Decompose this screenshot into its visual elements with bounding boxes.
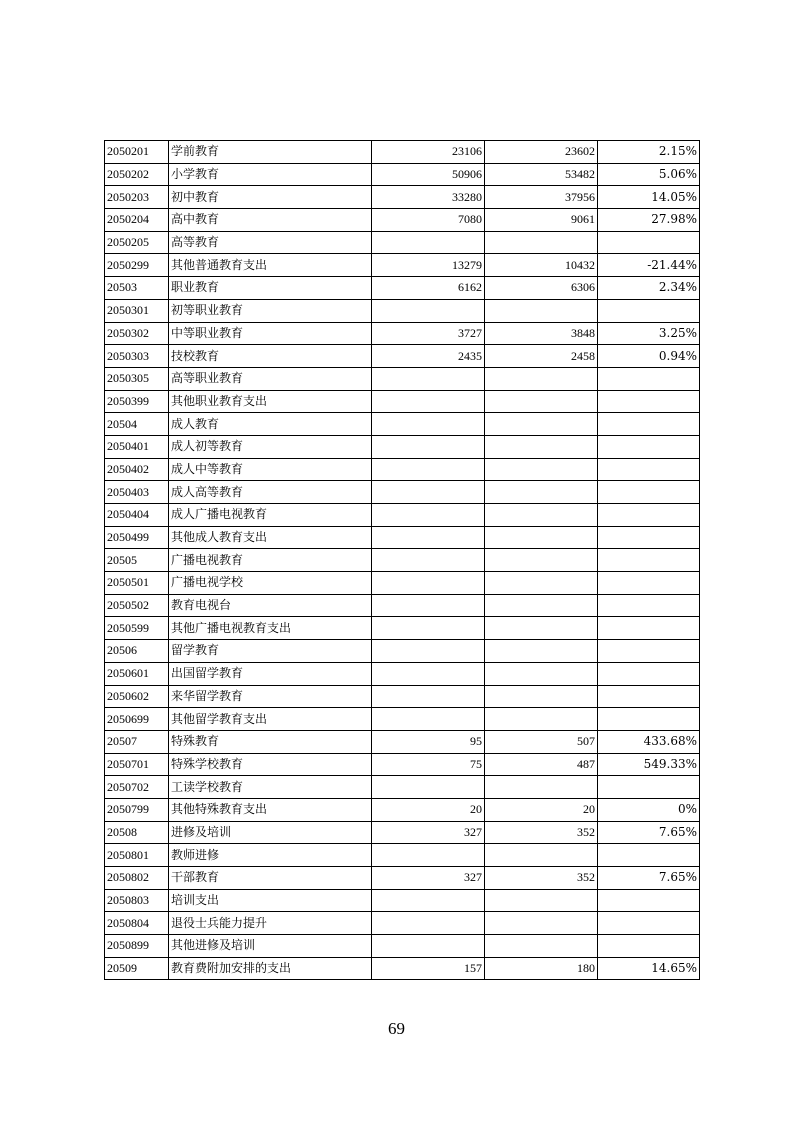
account-name-cell: 出国留学教育: [169, 662, 372, 685]
amount-1-cell: [372, 390, 485, 413]
table-row: [105, 867, 700, 890]
account-code-cell: 2050502: [105, 594, 169, 617]
amount-1-cell: [372, 526, 485, 549]
account-code-cell: 2050602: [105, 685, 169, 708]
account-code-cell: 2050399: [105, 390, 169, 413]
table-row: [105, 685, 700, 708]
amount-1-cell: 3727: [372, 322, 485, 345]
account-name-cell: 小学教育: [169, 163, 372, 186]
amount-1-cell: 327: [372, 867, 485, 890]
table-row: [105, 617, 700, 640]
table-row: [105, 299, 700, 322]
amount-2-cell: [485, 504, 598, 527]
page-number: 69: [388, 1019, 405, 1038]
account-code-cell: 2050801: [105, 844, 169, 867]
amount-1-cell: [372, 367, 485, 390]
account-name-cell: 成人教育: [169, 413, 372, 436]
account-code-cell: 2050802: [105, 867, 169, 890]
table-row: [105, 163, 700, 186]
amount-1-cell: [372, 912, 485, 935]
change-percent-cell: 549.33%: [598, 753, 700, 776]
account-name-cell: 广播电视学校: [169, 572, 372, 595]
change-percent-cell: 14.05%: [598, 186, 700, 209]
account-code-cell: 2050799: [105, 798, 169, 821]
budget-table: [104, 140, 700, 980]
account-code-cell: 2050205: [105, 231, 169, 254]
account-name-cell: 成人初等教育: [169, 435, 372, 458]
account-name-cell: 广播电视教育: [169, 549, 372, 572]
account-code-cell: 2050305: [105, 367, 169, 390]
account-code-cell: 20509: [105, 957, 169, 980]
amount-2-cell: [485, 594, 598, 617]
amount-2-cell: 23602: [485, 141, 598, 164]
change-percent-cell: -21.44%: [598, 254, 700, 277]
amount-2-cell: [485, 435, 598, 458]
account-name-cell: 初中教育: [169, 186, 372, 209]
account-name-cell: 成人中等教育: [169, 458, 372, 481]
amount-2-cell: [485, 935, 598, 958]
table-row: [105, 254, 700, 277]
account-code-cell: 2050899: [105, 935, 169, 958]
account-code-cell: 20507: [105, 730, 169, 753]
amount-1-cell: [372, 685, 485, 708]
amount-2-cell: [485, 413, 598, 436]
account-code-cell: 2050299: [105, 254, 169, 277]
change-percent-cell: [598, 889, 700, 912]
amount-1-cell: 13279: [372, 254, 485, 277]
amount-2-cell: [485, 708, 598, 731]
account-code-cell: 2050803: [105, 889, 169, 912]
amount-2-cell: 53482: [485, 163, 598, 186]
account-name-cell: 退役士兵能力提升: [169, 912, 372, 935]
amount-1-cell: 6162: [372, 277, 485, 300]
amount-1-cell: 2435: [372, 345, 485, 368]
amount-1-cell: [372, 844, 485, 867]
amount-1-cell: 7080: [372, 209, 485, 232]
amount-1-cell: [372, 504, 485, 527]
account-name-cell: 成人高等教育: [169, 481, 372, 504]
account-name-cell: 来华留学教育: [169, 685, 372, 708]
amount-1-cell: [372, 458, 485, 481]
change-percent-cell: [598, 935, 700, 958]
amount-2-cell: [485, 572, 598, 595]
amount-2-cell: 3848: [485, 322, 598, 345]
account-code-cell: 2050404: [105, 504, 169, 527]
amount-1-cell: 95: [372, 730, 485, 753]
account-name-cell: 其他留学教育支出: [169, 708, 372, 731]
table-row: [105, 798, 700, 821]
account-name-cell: 工读学校教育: [169, 776, 372, 799]
amount-1-cell: 75: [372, 753, 485, 776]
amount-2-cell: 20: [485, 798, 598, 821]
amount-2-cell: 352: [485, 867, 598, 890]
amount-1-cell: [372, 889, 485, 912]
table-row: [105, 935, 700, 958]
table-row: [105, 209, 700, 232]
change-percent-cell: [598, 504, 700, 527]
amount-2-cell: [485, 231, 598, 254]
amount-2-cell: 10432: [485, 254, 598, 277]
account-name-cell: 培训支出: [169, 889, 372, 912]
change-percent-cell: [598, 776, 700, 799]
account-code-cell: 2050401: [105, 435, 169, 458]
account-code-cell: 2050202: [105, 163, 169, 186]
amount-2-cell: 487: [485, 753, 598, 776]
change-percent-cell: [598, 299, 700, 322]
account-code-cell: 2050699: [105, 708, 169, 731]
account-name-cell: 中等职业教育: [169, 322, 372, 345]
amount-1-cell: [372, 549, 485, 572]
amount-1-cell: [372, 572, 485, 595]
amount-1-cell: [372, 935, 485, 958]
amount-2-cell: [485, 367, 598, 390]
change-percent-cell: 0%: [598, 798, 700, 821]
change-percent-cell: 3.25%: [598, 322, 700, 345]
amount-2-cell: 37956: [485, 186, 598, 209]
budget-table-body: [105, 141, 700, 980]
account-name-cell: 其他广播电视教育支出: [169, 617, 372, 640]
account-code-cell: 2050702: [105, 776, 169, 799]
table-row: [105, 277, 700, 300]
change-percent-cell: 7.65%: [598, 821, 700, 844]
amount-1-cell: [372, 708, 485, 731]
table-row: [105, 889, 700, 912]
amount-2-cell: 352: [485, 821, 598, 844]
table-row: [105, 753, 700, 776]
change-percent-cell: [598, 844, 700, 867]
table-row: [105, 390, 700, 413]
account-code-cell: 2050499: [105, 526, 169, 549]
table-row: [105, 662, 700, 685]
amount-1-cell: 33280: [372, 186, 485, 209]
amount-1-cell: [372, 481, 485, 504]
amount-1-cell: 157: [372, 957, 485, 980]
amount-2-cell: [485, 617, 598, 640]
change-percent-cell: [598, 390, 700, 413]
amount-1-cell: 50906: [372, 163, 485, 186]
change-percent-cell: [598, 572, 700, 595]
change-percent-cell: [598, 435, 700, 458]
account-name-cell: 干部教育: [169, 867, 372, 890]
account-name-cell: 高中教育: [169, 209, 372, 232]
table-row: [105, 640, 700, 663]
change-percent-cell: [598, 594, 700, 617]
amount-1-cell: 23106: [372, 141, 485, 164]
change-percent-cell: [598, 549, 700, 572]
amount-2-cell: [485, 549, 598, 572]
account-code-cell: 2050403: [105, 481, 169, 504]
table-row: [105, 481, 700, 504]
table-row: [105, 526, 700, 549]
account-name-cell: 成人广播电视教育: [169, 504, 372, 527]
table-row: [105, 572, 700, 595]
account-name-cell: 特殊教育: [169, 730, 372, 753]
amount-2-cell: [485, 912, 598, 935]
account-name-cell: 职业教育: [169, 277, 372, 300]
amount-1-cell: [372, 413, 485, 436]
amount-1-cell: [372, 662, 485, 685]
change-percent-cell: 27.98%: [598, 209, 700, 232]
account-code-cell: 2050701: [105, 753, 169, 776]
table-row: [105, 435, 700, 458]
amount-1-cell: 20: [372, 798, 485, 821]
change-percent-cell: [598, 640, 700, 663]
change-percent-cell: 433.68%: [598, 730, 700, 753]
change-percent-cell: 2.15%: [598, 141, 700, 164]
account-code-cell: 2050201: [105, 141, 169, 164]
amount-2-cell: 180: [485, 957, 598, 980]
table-row: [105, 504, 700, 527]
table-row: [105, 458, 700, 481]
change-percent-cell: 14.65%: [598, 957, 700, 980]
table-row: [105, 594, 700, 617]
amount-2-cell: [485, 889, 598, 912]
change-percent-cell: [598, 685, 700, 708]
amount-2-cell: [485, 299, 598, 322]
table-row: [105, 821, 700, 844]
amount-2-cell: [485, 776, 598, 799]
account-code-cell: 2050599: [105, 617, 169, 640]
account-name-cell: 其他普通教育支出: [169, 254, 372, 277]
table-row: [105, 186, 700, 209]
account-name-cell: 特殊学校教育: [169, 753, 372, 776]
account-code-cell: 2050302: [105, 322, 169, 345]
account-name-cell: 其他进修及培训: [169, 935, 372, 958]
account-code-cell: 2050501: [105, 572, 169, 595]
amount-2-cell: [485, 390, 598, 413]
change-percent-cell: [598, 526, 700, 549]
change-percent-cell: [598, 458, 700, 481]
amount-2-cell: 507: [485, 730, 598, 753]
amount-2-cell: 6306: [485, 277, 598, 300]
amount-1-cell: [372, 617, 485, 640]
table-row: [105, 141, 700, 164]
table-row: [105, 957, 700, 980]
change-percent-cell: 7.65%: [598, 867, 700, 890]
amount-2-cell: 9061: [485, 209, 598, 232]
account-code-cell: 2050203: [105, 186, 169, 209]
change-percent-cell: 0.94%: [598, 345, 700, 368]
amount-1-cell: [372, 299, 485, 322]
table-row: [105, 367, 700, 390]
change-percent-cell: [598, 617, 700, 640]
change-percent-cell: [598, 231, 700, 254]
account-name-cell: 进修及培训: [169, 821, 372, 844]
account-name-cell: 高等教育: [169, 231, 372, 254]
table-row: [105, 844, 700, 867]
amount-2-cell: [485, 458, 598, 481]
account-name-cell: 其他成人教育支出: [169, 526, 372, 549]
account-code-cell: 20505: [105, 549, 169, 572]
account-name-cell: 技校教育: [169, 345, 372, 368]
account-name-cell: 高等职业教育: [169, 367, 372, 390]
table-row: [105, 345, 700, 368]
amount-2-cell: [485, 844, 598, 867]
account-name-cell: 其他特殊教育支出: [169, 798, 372, 821]
amount-2-cell: 2458: [485, 345, 598, 368]
amount-2-cell: [485, 640, 598, 663]
change-percent-cell: [598, 708, 700, 731]
account-name-cell: 其他职业教育支出: [169, 390, 372, 413]
amount-1-cell: [372, 435, 485, 458]
account-name-cell: 留学教育: [169, 640, 372, 663]
account-code-cell: 2050601: [105, 662, 169, 685]
table-row: [105, 912, 700, 935]
account-code-cell: 2050303: [105, 345, 169, 368]
account-code-cell: 2050804: [105, 912, 169, 935]
account-code-cell: 20506: [105, 640, 169, 663]
amount-2-cell: [485, 481, 598, 504]
change-percent-cell: 2.34%: [598, 277, 700, 300]
account-code-cell: 20508: [105, 821, 169, 844]
amount-1-cell: [372, 640, 485, 663]
account-name-cell: 初等职业教育: [169, 299, 372, 322]
table-row: [105, 322, 700, 345]
account-code-cell: 20503: [105, 277, 169, 300]
table-row: [105, 776, 700, 799]
amount-1-cell: [372, 231, 485, 254]
change-percent-cell: [598, 662, 700, 685]
table-row: [105, 231, 700, 254]
table-row: [105, 730, 700, 753]
amount-2-cell: [485, 526, 598, 549]
account-code-cell: 20504: [105, 413, 169, 436]
account-name-cell: 学前教育: [169, 141, 372, 164]
amount-1-cell: [372, 594, 485, 617]
table-row: [105, 549, 700, 572]
change-percent-cell: [598, 481, 700, 504]
account-name-cell: 教师进修: [169, 844, 372, 867]
table-row: [105, 708, 700, 731]
account-name-cell: 教育电视台: [169, 594, 372, 617]
amount-1-cell: [372, 776, 485, 799]
change-percent-cell: [598, 912, 700, 935]
account-code-cell: 2050402: [105, 458, 169, 481]
account-code-cell: 2050204: [105, 209, 169, 232]
change-percent-cell: [598, 413, 700, 436]
change-percent-cell: [598, 367, 700, 390]
account-name-cell: 教育费附加安排的支出: [169, 957, 372, 980]
table-row: [105, 413, 700, 436]
account-code-cell: 2050301: [105, 299, 169, 322]
amount-2-cell: [485, 685, 598, 708]
change-percent-cell: 5.06%: [598, 163, 700, 186]
amount-2-cell: [485, 662, 598, 685]
amount-1-cell: 327: [372, 821, 485, 844]
